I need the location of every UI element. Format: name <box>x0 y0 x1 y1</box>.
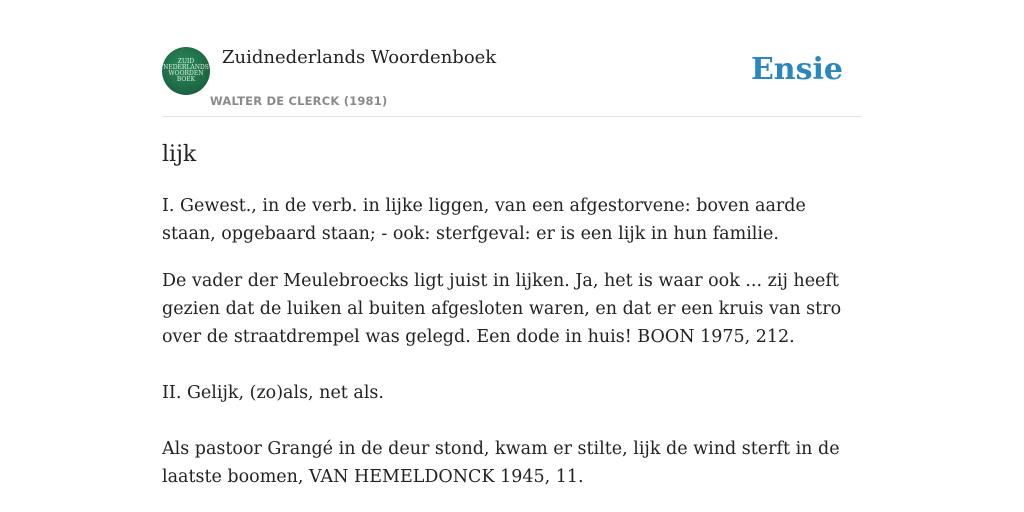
entry-example-1: De vader der Meulebroecks ligt juist in lijken. Ja, het is waar ook ... zij heeft gezien dat de luiken al buiten afgesloten waren, en dat er een kruis van stro over de straatdrempel was gelegd. Een dode in huis! BOON 1975, 212. <box>162 271 842 347</box>
header <box>162 0 862 117</box>
logo-text-line: NEDERLANDS <box>163 64 209 71</box>
logo-text-line: ZUID <box>177 58 195 65</box>
dictionary-logo[interactable] <box>162 47 210 95</box>
dictionary-author: WALTER DE CLERCK (1981) <box>210 94 388 108</box>
entry-definition-1: I. Gewest., in de verb. in lijke liggen, van een afgestorvene: boven aarde staan, opgebaard staan; - ook: sterfgeval: er is een lijk in hun familie. <box>162 196 806 244</box>
page <box>162 0 862 487</box>
logo-text-line: WOORDEN <box>168 70 204 77</box>
dictionary-title-link[interactable]: Zuidnederlands Woordenboek <box>222 47 497 68</box>
entry-headword: lijk <box>162 142 197 167</box>
entry-definition-2: II. Gelijk, (zo)als, net als. <box>162 383 384 403</box>
ensie-brand-link[interactable]: Ensie <box>750 52 843 87</box>
entry-example-2: Als pastoor Grangé in de deur stond, kwam er stilte, lijk de wind sterft in de laatste boomen, VAN HEMELDONCK 1945, 11. <box>162 439 840 487</box>
logo-text-line: BOEK <box>176 76 196 83</box>
